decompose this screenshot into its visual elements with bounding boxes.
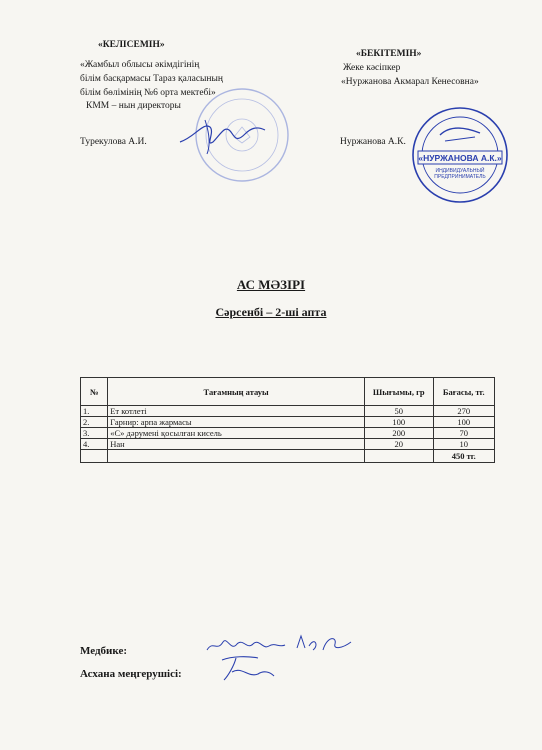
row-output: 20 — [365, 439, 433, 450]
entrepreneur-stamp — [410, 105, 510, 205]
approve-signer-name: Нуржанова А.К. — [340, 137, 406, 147]
row-price: 270 — [433, 406, 494, 417]
row-output: 50 — [365, 406, 433, 417]
row-num: 2. — [81, 417, 108, 428]
approve-line-1: Жеке кәсіпкер — [343, 63, 401, 73]
row-name: Нан — [108, 439, 365, 450]
total-empty-cell — [108, 450, 365, 463]
stamp-sub-text: ИНДИВИДУАЛЬНЫЙ ПРЕДПРИНИМАТЕЛЬ — [434, 168, 486, 180]
agree-line-3: білім бөлімінің №6 орта мектебі» — [80, 88, 216, 98]
header-num: № — [81, 378, 108, 406]
header-output: Шығымы, гр — [365, 378, 433, 406]
total-empty-cell — [365, 450, 433, 463]
table-row — [81, 439, 495, 450]
table-total: 450 тг. — [433, 450, 494, 463]
kitchen-manager-signature — [218, 652, 278, 684]
approve-line-2: «Нуржанова Акмарал Кенесовна» — [341, 77, 479, 87]
kitchen-manager-label: Асхана меңгерушісі: — [80, 668, 182, 680]
row-name: Ет котлеті — [108, 406, 365, 417]
row-num: 3. — [81, 428, 108, 439]
row-output: 200 — [365, 428, 433, 439]
header-name: Тағамның атауы — [108, 378, 365, 406]
row-name: «С» дәрумені қосылған кисель — [108, 428, 365, 439]
row-name: Гарнир: арпа жармасы — [108, 417, 365, 428]
table-total-row — [81, 450, 495, 463]
director-signature — [175, 112, 270, 157]
menu-subtitle: Сәрсенбі – 2-ші апта — [215, 305, 327, 319]
table-row — [81, 428, 495, 439]
row-num: 1. — [81, 406, 108, 417]
agree-title: «КЕЛІСЕМІН» — [98, 40, 165, 50]
menu-title: АС МӘЗІРІ — [236, 277, 306, 292]
total-empty-cell — [81, 450, 108, 463]
table-row — [81, 417, 495, 428]
row-price: 100 — [433, 417, 494, 428]
header-price: Бағасы, тг. — [433, 378, 494, 406]
row-output: 100 — [365, 417, 433, 428]
medic-label: Медбике: — [80, 645, 127, 657]
row-price: 10 — [433, 439, 494, 450]
agree-line-4: КММ – нын директоры — [86, 101, 181, 111]
agree-line-2: білім басқармасы Тараз қаласының — [80, 74, 223, 84]
agree-line-1: «Жамбыл облысы әкімдігінің — [80, 60, 200, 70]
agree-signer-name: Турекулова А.И. — [80, 137, 147, 147]
stamp-center-text: «НУРЖАНОВА А.К.» — [418, 153, 502, 163]
table-header-row — [81, 378, 495, 406]
menu-table — [80, 377, 495, 463]
approve-title: «БЕКІТЕМІН» — [356, 49, 422, 59]
row-price: 70 — [433, 428, 494, 439]
table-row — [81, 406, 495, 417]
row-num: 4. — [81, 439, 108, 450]
